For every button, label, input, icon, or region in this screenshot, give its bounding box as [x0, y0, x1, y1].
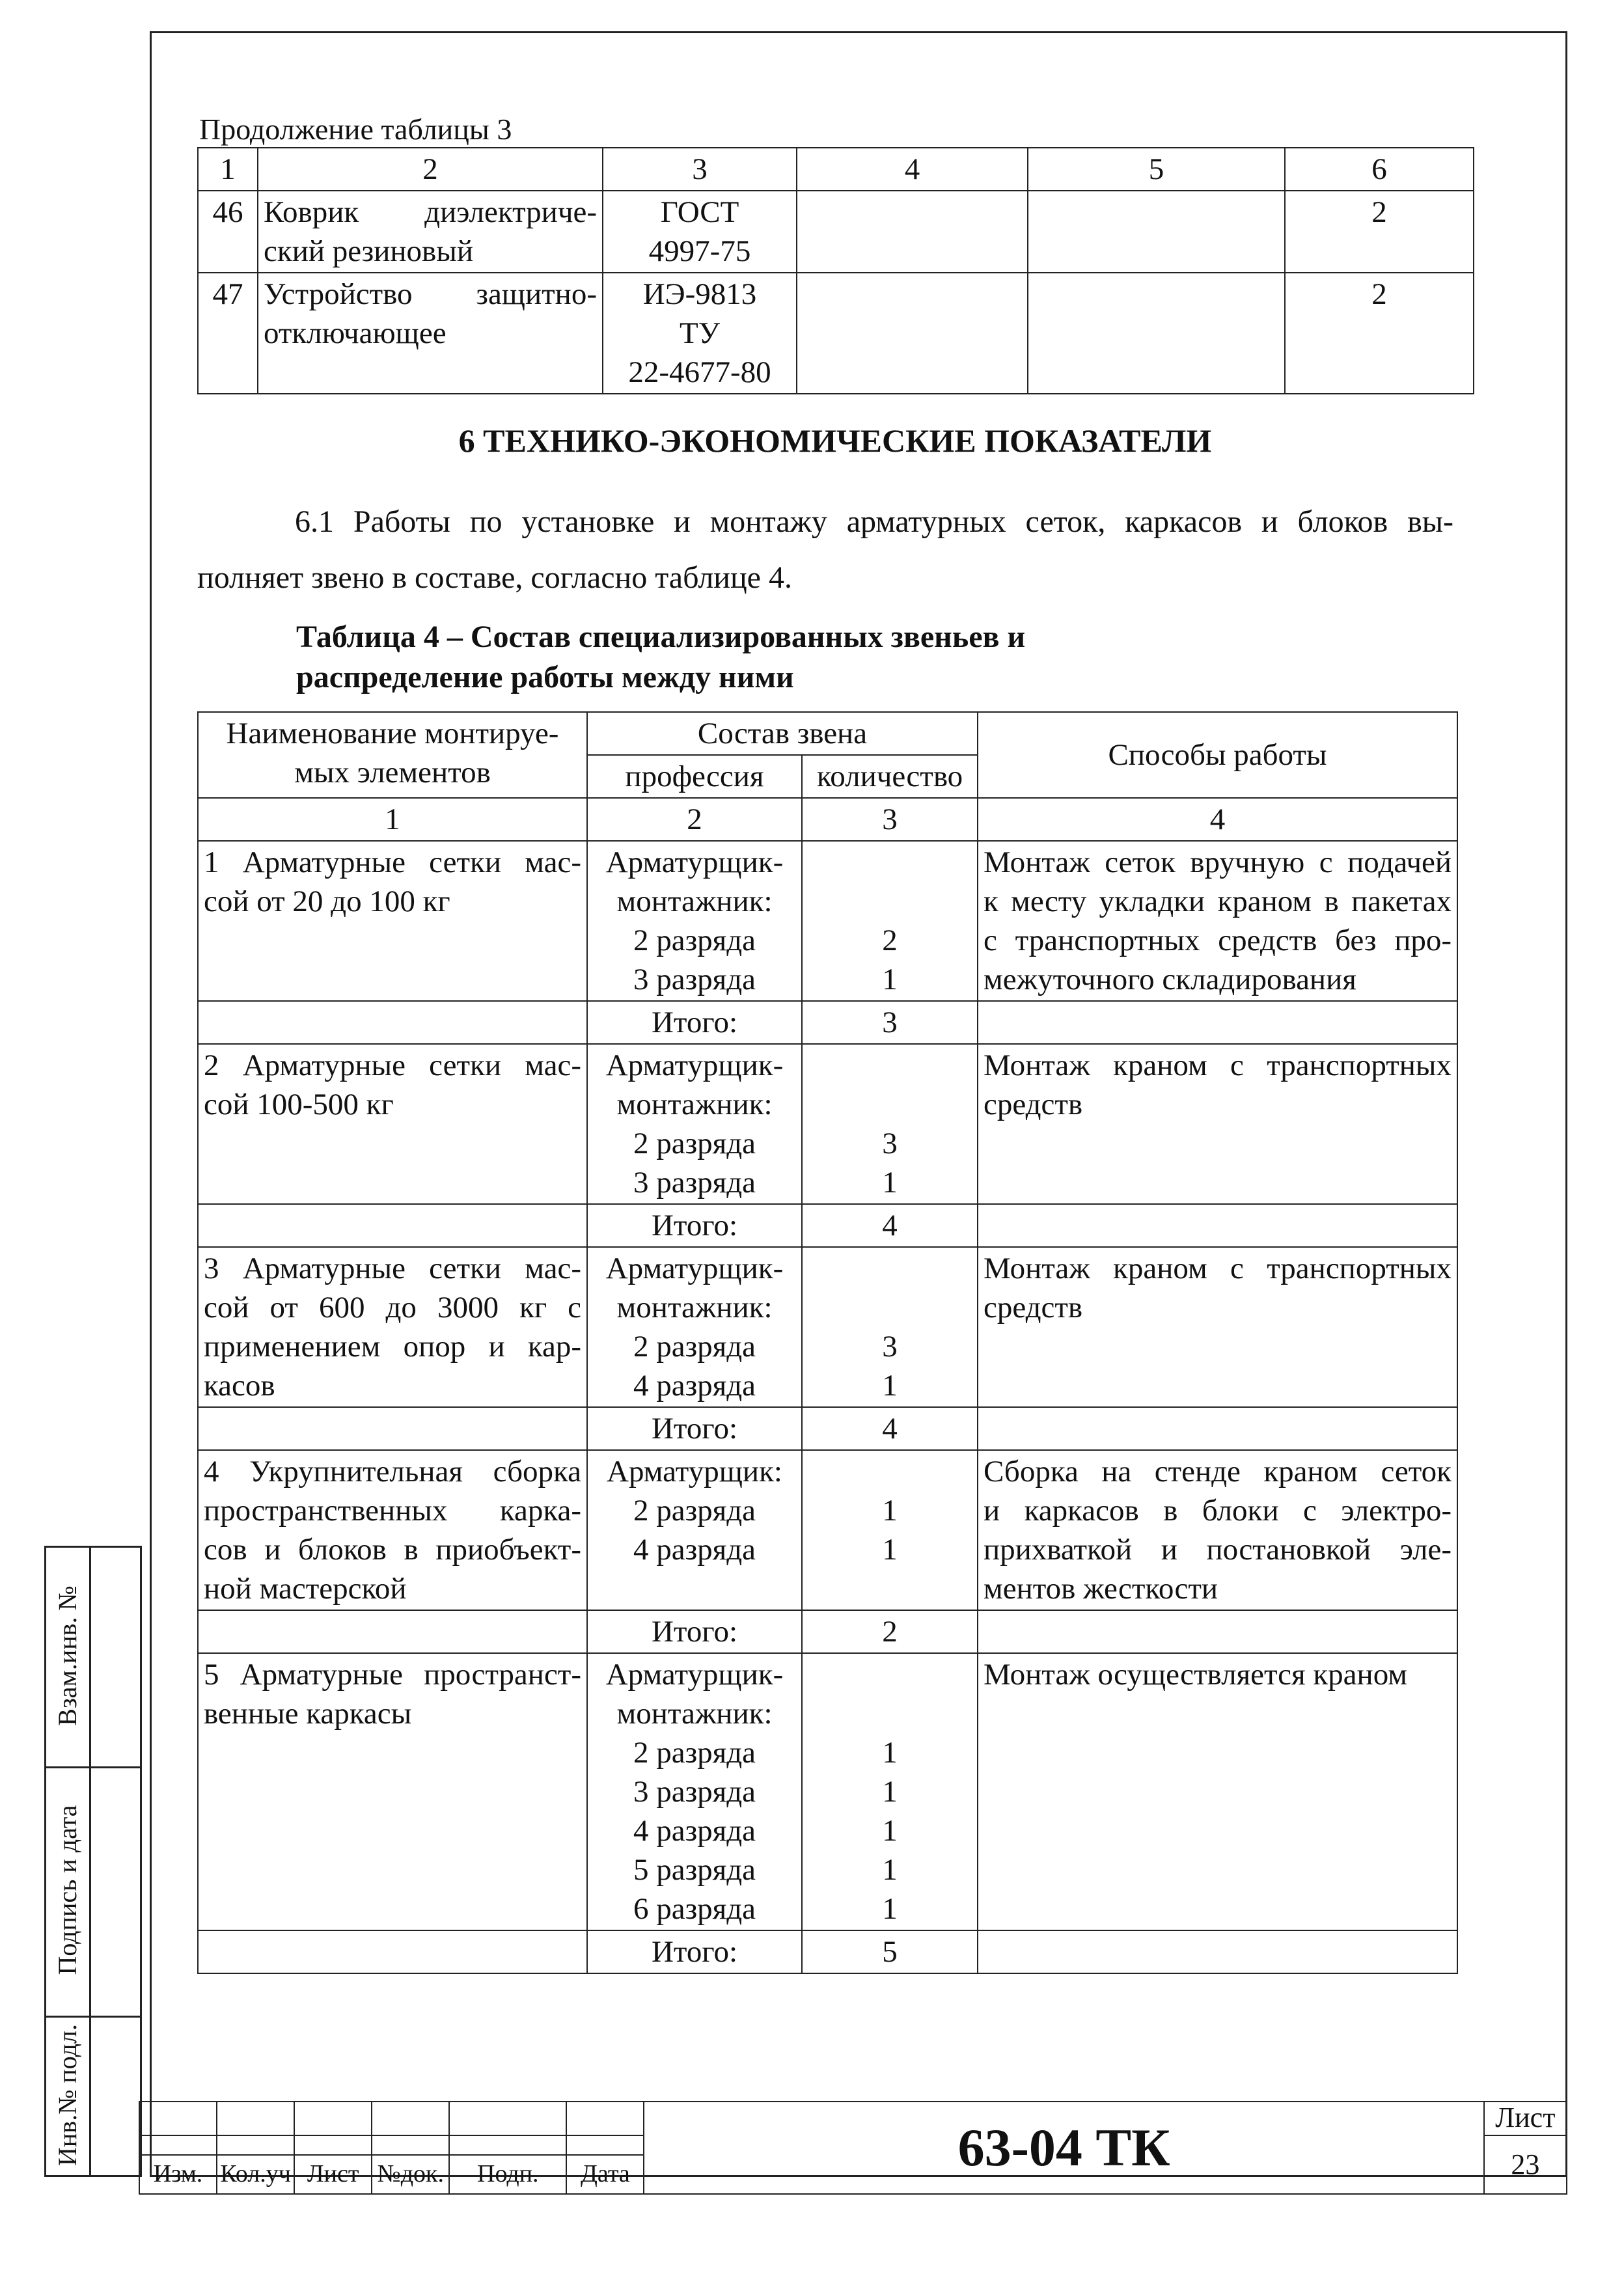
item-doc-line: 4997-75	[648, 234, 751, 268]
work-method	[978, 1450, 1457, 1610]
quantity-line	[808, 843, 972, 882]
element-name	[198, 1653, 587, 1930]
item-col5	[1028, 273, 1285, 394]
table3-header: 1	[198, 148, 258, 191]
total-row	[198, 1407, 1457, 1450]
quantity-line	[808, 1694, 972, 1733]
profession-line: 3 разряда	[633, 963, 756, 996]
work-method	[978, 1653, 1457, 1930]
sheet-label: Лист	[1484, 2102, 1567, 2135]
stamp-row	[139, 2102, 1567, 2135]
total-value: 4	[802, 1204, 978, 1247]
profession	[587, 1044, 802, 1204]
profession-line: монтажник:	[616, 1291, 773, 1324]
total-empty	[198, 1930, 587, 1973]
profession-line: монтажник:	[616, 1697, 773, 1731]
table4-caption	[296, 617, 1025, 698]
side-label-inventory: Инв.№ подл.	[53, 2024, 82, 2166]
quantity-line: 1	[882, 1166, 898, 1199]
item-col4	[797, 191, 1028, 273]
total-row	[198, 1001, 1457, 1044]
table4-number-row	[198, 798, 1457, 841]
profession-line: монтажник:	[616, 884, 773, 918]
table3-header: 5	[1028, 148, 1285, 191]
element-name-line: сов и блоков в приобъект-	[204, 1533, 581, 1567]
work-method-line: Монтаж сеток вручную с подачей	[984, 845, 1452, 879]
stamp-label-docnum: №док.	[372, 2155, 449, 2194]
stamp-label-date: Дата	[566, 2155, 644, 2194]
item-name-line: Коврик диэлектриче-	[264, 195, 597, 229]
element-name-line: 5 Арматурные пространст-	[204, 1658, 581, 1692]
work-method-line: средств	[984, 1088, 1083, 1121]
table4-body	[198, 841, 1457, 1973]
element-name-line: сой 100-500 кг	[204, 1088, 394, 1121]
header-profession: профессия	[587, 755, 802, 798]
quantity-line	[808, 882, 972, 921]
item-doc-line: 22-4677-80	[628, 355, 771, 389]
total-empty	[978, 1001, 1457, 1044]
element-name-line: сой от 600 до 3000 кг с	[204, 1291, 581, 1324]
work-method	[978, 841, 1457, 1001]
element-name-line: пространственных карка-	[204, 1494, 581, 1528]
table-row	[198, 1653, 1457, 1930]
quantity-line: 3	[882, 1127, 898, 1160]
quantity	[802, 1247, 978, 1407]
item-name-line: ский резиновый	[264, 234, 473, 268]
quantity-line	[808, 1452, 972, 1491]
profession-line: 5 разряда	[633, 1853, 756, 1887]
continuation-caption: Продолжение таблицы 3	[199, 113, 512, 146]
total-row	[198, 1930, 1457, 1973]
element-name-line: 1 Арматурные сетки мас-	[204, 845, 581, 879]
element-name-line: 3 Арматурные сетки мас-	[204, 1252, 581, 1285]
header-quantity: количество	[802, 755, 978, 798]
total-empty	[978, 1204, 1457, 1247]
work-method-line: Монтаж осуществляется краном	[984, 1658, 1408, 1692]
total-row	[198, 1204, 1457, 1247]
table3	[197, 147, 1474, 394]
element-name-line: применением опор и кар-	[204, 1330, 581, 1364]
title-block	[139, 2101, 1567, 2195]
table4-caption-line: распределение работы между ними	[296, 660, 794, 694]
side-label-signature: Подпись и дата	[53, 1805, 82, 1975]
item-col5	[1028, 191, 1285, 273]
item-qty: 2	[1285, 273, 1474, 394]
item-doc-line: ГОСТ	[660, 195, 739, 229]
work-method-line: ментов жесткости	[984, 1572, 1218, 1606]
element-name-line: венные каркасы	[204, 1697, 412, 1731]
profession-line: 2 разряда	[633, 924, 756, 957]
quantity-line: 1	[882, 1853, 898, 1887]
work-method-line: прихваткой и постановкой эле-	[984, 1533, 1452, 1567]
total-label: Итого:	[587, 1001, 802, 1044]
total-value: 5	[802, 1930, 978, 1973]
element-name-line: 2 Арматурные сетки мас-	[204, 1049, 581, 1082]
quantity-line	[808, 1655, 972, 1694]
table3-header: 6	[1285, 148, 1474, 191]
profession-line: 6 разряда	[633, 1892, 756, 1926]
doc-code-cell	[644, 2102, 1483, 2194]
quantity-line: 2	[882, 924, 898, 957]
profession	[587, 1653, 802, 1930]
header-element-line: мых элементов	[294, 756, 491, 789]
item-doc	[603, 191, 797, 273]
quantity-line: 1	[882, 1369, 898, 1403]
quantity-line: 1	[882, 1892, 898, 1926]
table-row	[198, 273, 1474, 394]
doc-code: 63-04 ТК	[957, 2118, 1170, 2177]
element-name-line: 4 Укрупнительная сборка	[204, 1455, 581, 1488]
total-value: 3	[802, 1001, 978, 1044]
quantity-line: 1	[882, 1494, 898, 1528]
paragraph-line-2: полняет звено в составе, согласно таблице 4.	[197, 560, 792, 595]
element-name	[198, 1247, 587, 1407]
work-method-line: с транспортных средств без про-	[984, 924, 1452, 957]
quantity-line	[808, 1249, 972, 1288]
header-element-line: Наименование монтируе-	[226, 717, 559, 750]
table-row	[198, 841, 1457, 1001]
table4-caption-line: Таблица 4 – Состав специализированных звеньев и	[296, 620, 1026, 654]
profession-line: 4 разряда	[633, 1369, 756, 1403]
table-row	[198, 191, 1474, 273]
quantity-line: 1	[882, 1736, 898, 1770]
element-name-line: ной мастерской	[204, 1572, 407, 1606]
quantity	[802, 841, 978, 1001]
header-num: 2	[587, 798, 802, 841]
total-empty	[198, 1610, 587, 1653]
total-empty	[198, 1001, 587, 1044]
element-name-line: сой от 20 до 100 кг	[204, 884, 450, 918]
quantity-line	[808, 1046, 972, 1085]
side-label-replacement: Взам.инв. №	[53, 1585, 82, 1726]
total-row	[198, 1610, 1457, 1653]
header-element	[198, 712, 587, 798]
table-row	[198, 1247, 1457, 1407]
stamp-label-change: Изм.	[139, 2155, 217, 2194]
work-method-line: и каркасов в блоки с электро-	[984, 1494, 1452, 1528]
item-qty: 2	[1285, 191, 1474, 273]
quantity	[802, 1653, 978, 1930]
work-method-line: Монтаж краном с транспортных	[984, 1049, 1452, 1082]
item-name	[258, 191, 603, 273]
total-empty	[978, 1407, 1457, 1450]
total-label: Итого:	[587, 1930, 802, 1973]
profession-line: Арматурщик-	[605, 1252, 784, 1285]
stamp-label-sheet: Лист	[294, 2155, 372, 2194]
work-method-line: Сборка на стенде краном сеток	[984, 1455, 1452, 1488]
profession-line: 3 разряда	[633, 1166, 756, 1199]
header-num: 3	[802, 798, 978, 841]
element-name-line: касов	[204, 1369, 275, 1403]
element-name	[198, 841, 587, 1001]
section-title: 6 ТЕХНИКО-ЭКОНОМИЧЕСКИЕ ПОКАЗАТЕЛИ	[458, 422, 1212, 459]
quantity-line: 1	[882, 963, 898, 996]
work-method	[978, 1247, 1457, 1407]
total-empty	[978, 1930, 1457, 1973]
quantity-line	[808, 1288, 972, 1327]
profession-line: 4 разряда	[633, 1533, 756, 1567]
profession-line: 2 разряда	[633, 1736, 756, 1770]
header-num: 4	[978, 798, 1457, 841]
header-methods: Способы работы	[978, 712, 1457, 798]
profession-line: Арматурщик-	[605, 845, 784, 879]
total-value: 2	[802, 1610, 978, 1653]
profession	[587, 841, 802, 1001]
profession-line: монтажник:	[616, 1088, 773, 1121]
item-doc-line: ИЭ-9813	[642, 277, 757, 311]
item-name	[258, 273, 603, 394]
quantity-line: 1	[882, 1533, 898, 1567]
table4	[197, 711, 1458, 1974]
quantity-line	[808, 1085, 972, 1124]
element-name	[198, 1044, 587, 1204]
quantity-line: 1	[882, 1775, 898, 1809]
total-label: Итого:	[587, 1204, 802, 1247]
total-empty	[978, 1610, 1457, 1653]
table-row	[198, 1450, 1457, 1610]
header-crew: Состав звена	[587, 712, 978, 755]
table3-header-row	[198, 148, 1474, 191]
profession	[587, 1247, 802, 1407]
profession-line: 4 разряда	[633, 1814, 756, 1848]
work-method-line: Монтаж краном с транспортных	[984, 1252, 1452, 1285]
table3-header: 4	[797, 148, 1028, 191]
item-name-line: Устройство защитно-	[264, 277, 597, 311]
profession-line: 2 разряда	[633, 1330, 756, 1364]
profession-line: Арматурщик:	[607, 1455, 782, 1488]
item-doc-line: ТУ	[680, 316, 720, 350]
table3-header: 2	[258, 148, 603, 191]
quantity-line: 1	[882, 1814, 898, 1848]
profession-line: 2 разряда	[633, 1127, 756, 1160]
profession-line: 2 разряда	[633, 1494, 756, 1528]
row-number: 47	[198, 273, 258, 394]
profession-line: Арматурщик-	[605, 1658, 784, 1692]
work-method-line: межуточного складирования	[984, 963, 1356, 996]
work-method	[978, 1044, 1457, 1204]
total-value: 4	[802, 1407, 978, 1450]
sheet-number: 23	[1484, 2135, 1567, 2194]
stamp-label-count: Кол.уч	[217, 2155, 294, 2194]
total-label: Итого:	[587, 1407, 802, 1450]
item-col4	[797, 273, 1028, 394]
quantity	[802, 1450, 978, 1610]
total-empty	[198, 1204, 587, 1247]
table3-header: 3	[603, 148, 797, 191]
total-label: Итого:	[587, 1610, 802, 1653]
stamp-label-signature: Подп.	[449, 2155, 566, 2194]
profession-line: 3 разряда	[633, 1775, 756, 1809]
paragraph-line-1: 6.1 Работы по установке и монтажу арматурных сеток, каркасов и блоков вы-	[295, 504, 1453, 539]
table-row	[198, 1044, 1457, 1204]
profession-line: Арматурщик-	[605, 1049, 784, 1082]
quantity-line: 3	[882, 1330, 898, 1364]
row-number: 46	[198, 191, 258, 273]
table4-header-row	[198, 712, 1457, 755]
total-empty	[198, 1407, 587, 1450]
item-doc	[603, 273, 797, 394]
header-num: 1	[198, 798, 587, 841]
quantity	[802, 1044, 978, 1204]
element-name	[198, 1450, 587, 1610]
work-method-line: к месту укладки краном в пакетах	[984, 884, 1452, 918]
work-method-line: средств	[984, 1291, 1083, 1324]
profession	[587, 1450, 802, 1610]
item-name-line: отключающее	[264, 316, 447, 350]
